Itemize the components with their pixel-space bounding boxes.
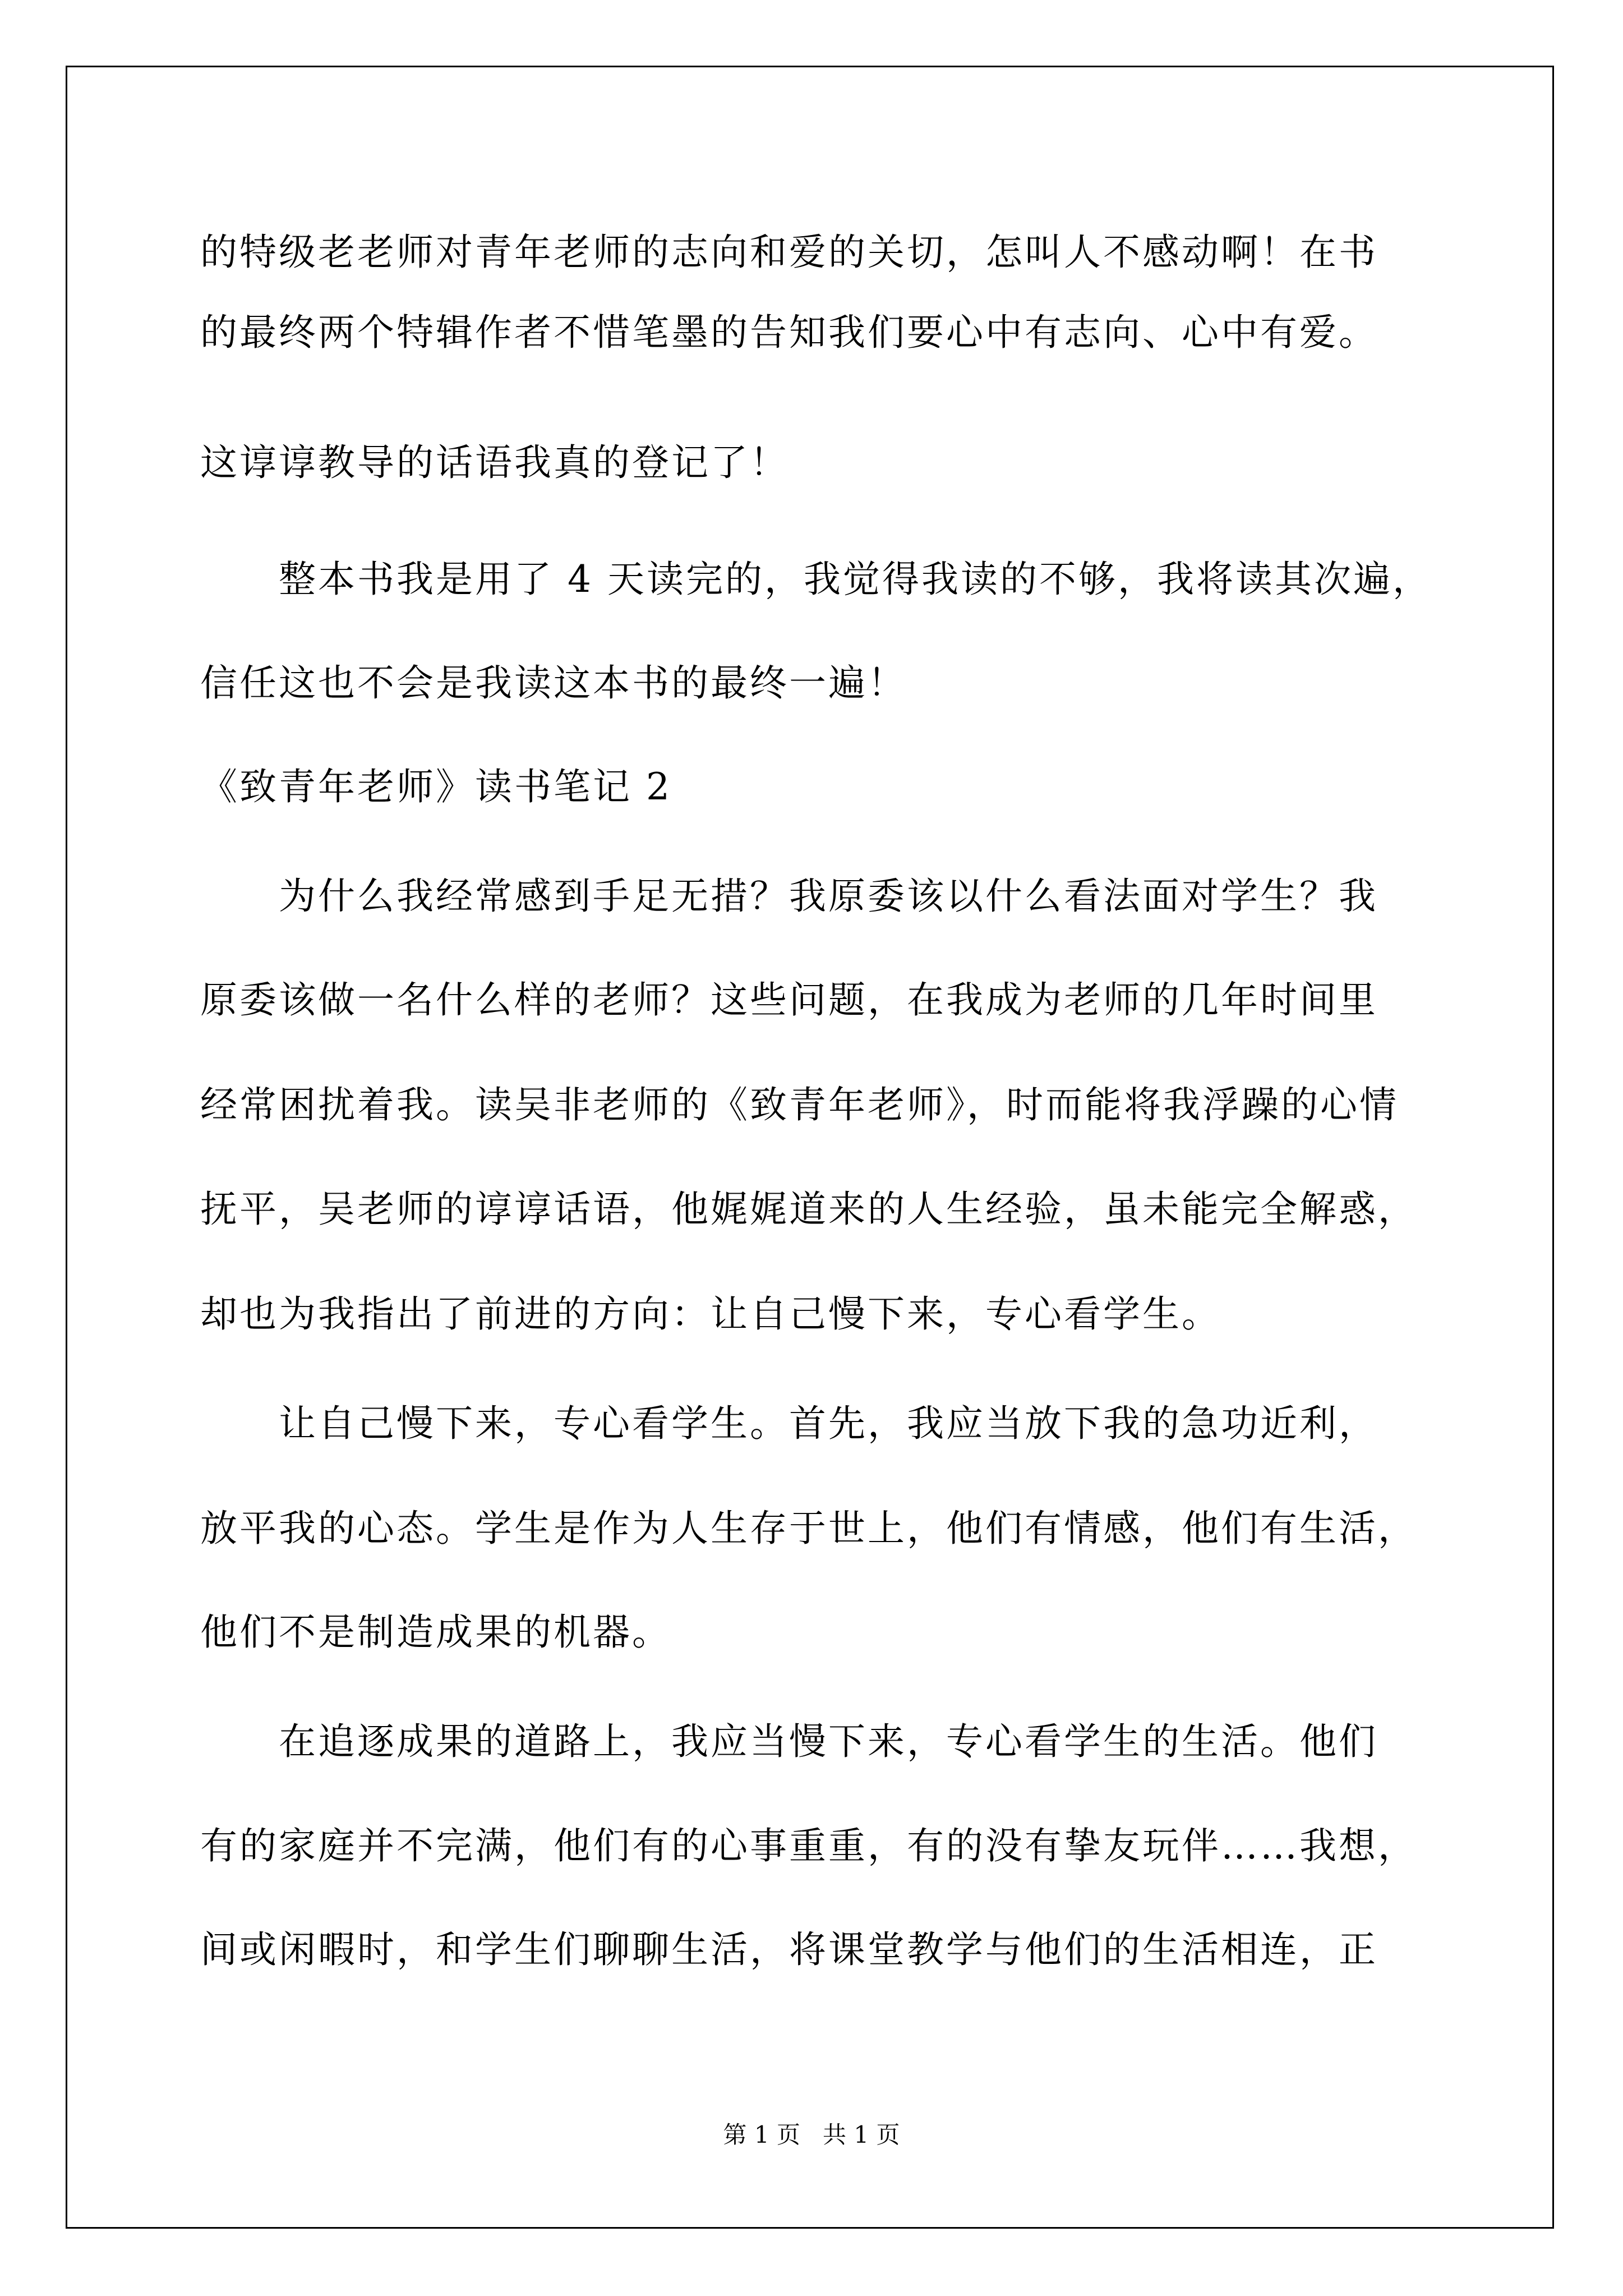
text-line: 整本书我是用了 4 天读完的，我觉得我读的不够，我将读其次遍，	[279, 558, 1432, 601]
section-heading: 《致青年老师》读书笔记 2	[200, 765, 672, 808]
text-line: 这谆谆教导的话语我真的登记了！	[200, 441, 789, 484]
text-line: 放平我的心态。学生是作为人生存于世上，他们有情感，他们有生活，	[200, 1507, 1417, 1550]
text-line: 抚平，吴老师的谆谆话语，他娓娓道来的人生经验，虽未能完全解惑，	[200, 1188, 1417, 1231]
text-line: 为什么我经常感到手足无措？我原委该以什么看法面对学生？我	[279, 875, 1378, 918]
text-line: 的特级老老师对青年老师的志向和爱的关切，怎叫人不感动啊！在书	[200, 231, 1378, 274]
page-border	[66, 66, 1554, 2229]
text-line: 有的家庭并不完满，他们有的心事重重，有的没有挚友玩伴……我想，	[200, 1824, 1417, 1867]
text-line: 的最终两个特辑作者不惜笔墨的告知我们要心中有志向、心中有爱。	[200, 311, 1378, 354]
text-line: 让自己慢下来，专心看学生。首先，我应当放下我的急功近利，	[279, 1402, 1378, 1445]
text-line: 他们不是制造成果的机器。	[200, 1611, 671, 1654]
text-line: 信任这也不会是我读这本书的最终一遍！	[200, 661, 907, 705]
page-number-footer: 第 1 页 共 1 页	[723, 2121, 900, 2148]
text-line: 却也为我指出了前进的方向：让自己慢下来，专心看学生。	[200, 1292, 1221, 1336]
text-line: 原委该做一名什么样的老师？这些问题，在我成为老师的几年时间里	[200, 978, 1378, 1022]
text-line: 在追逐成果的道路上，我应当慢下来，专心看学生的生活。他们	[279, 1720, 1378, 1763]
text-line: 经常困扰着我。读吴非老师的《致青年老师》，时而能将我浮躁的心情	[200, 1083, 1399, 1126]
text-line: 间或闲暇时，和学生们聊聊生活，将课堂教学与他们的生活相连，正	[200, 1928, 1378, 1971]
